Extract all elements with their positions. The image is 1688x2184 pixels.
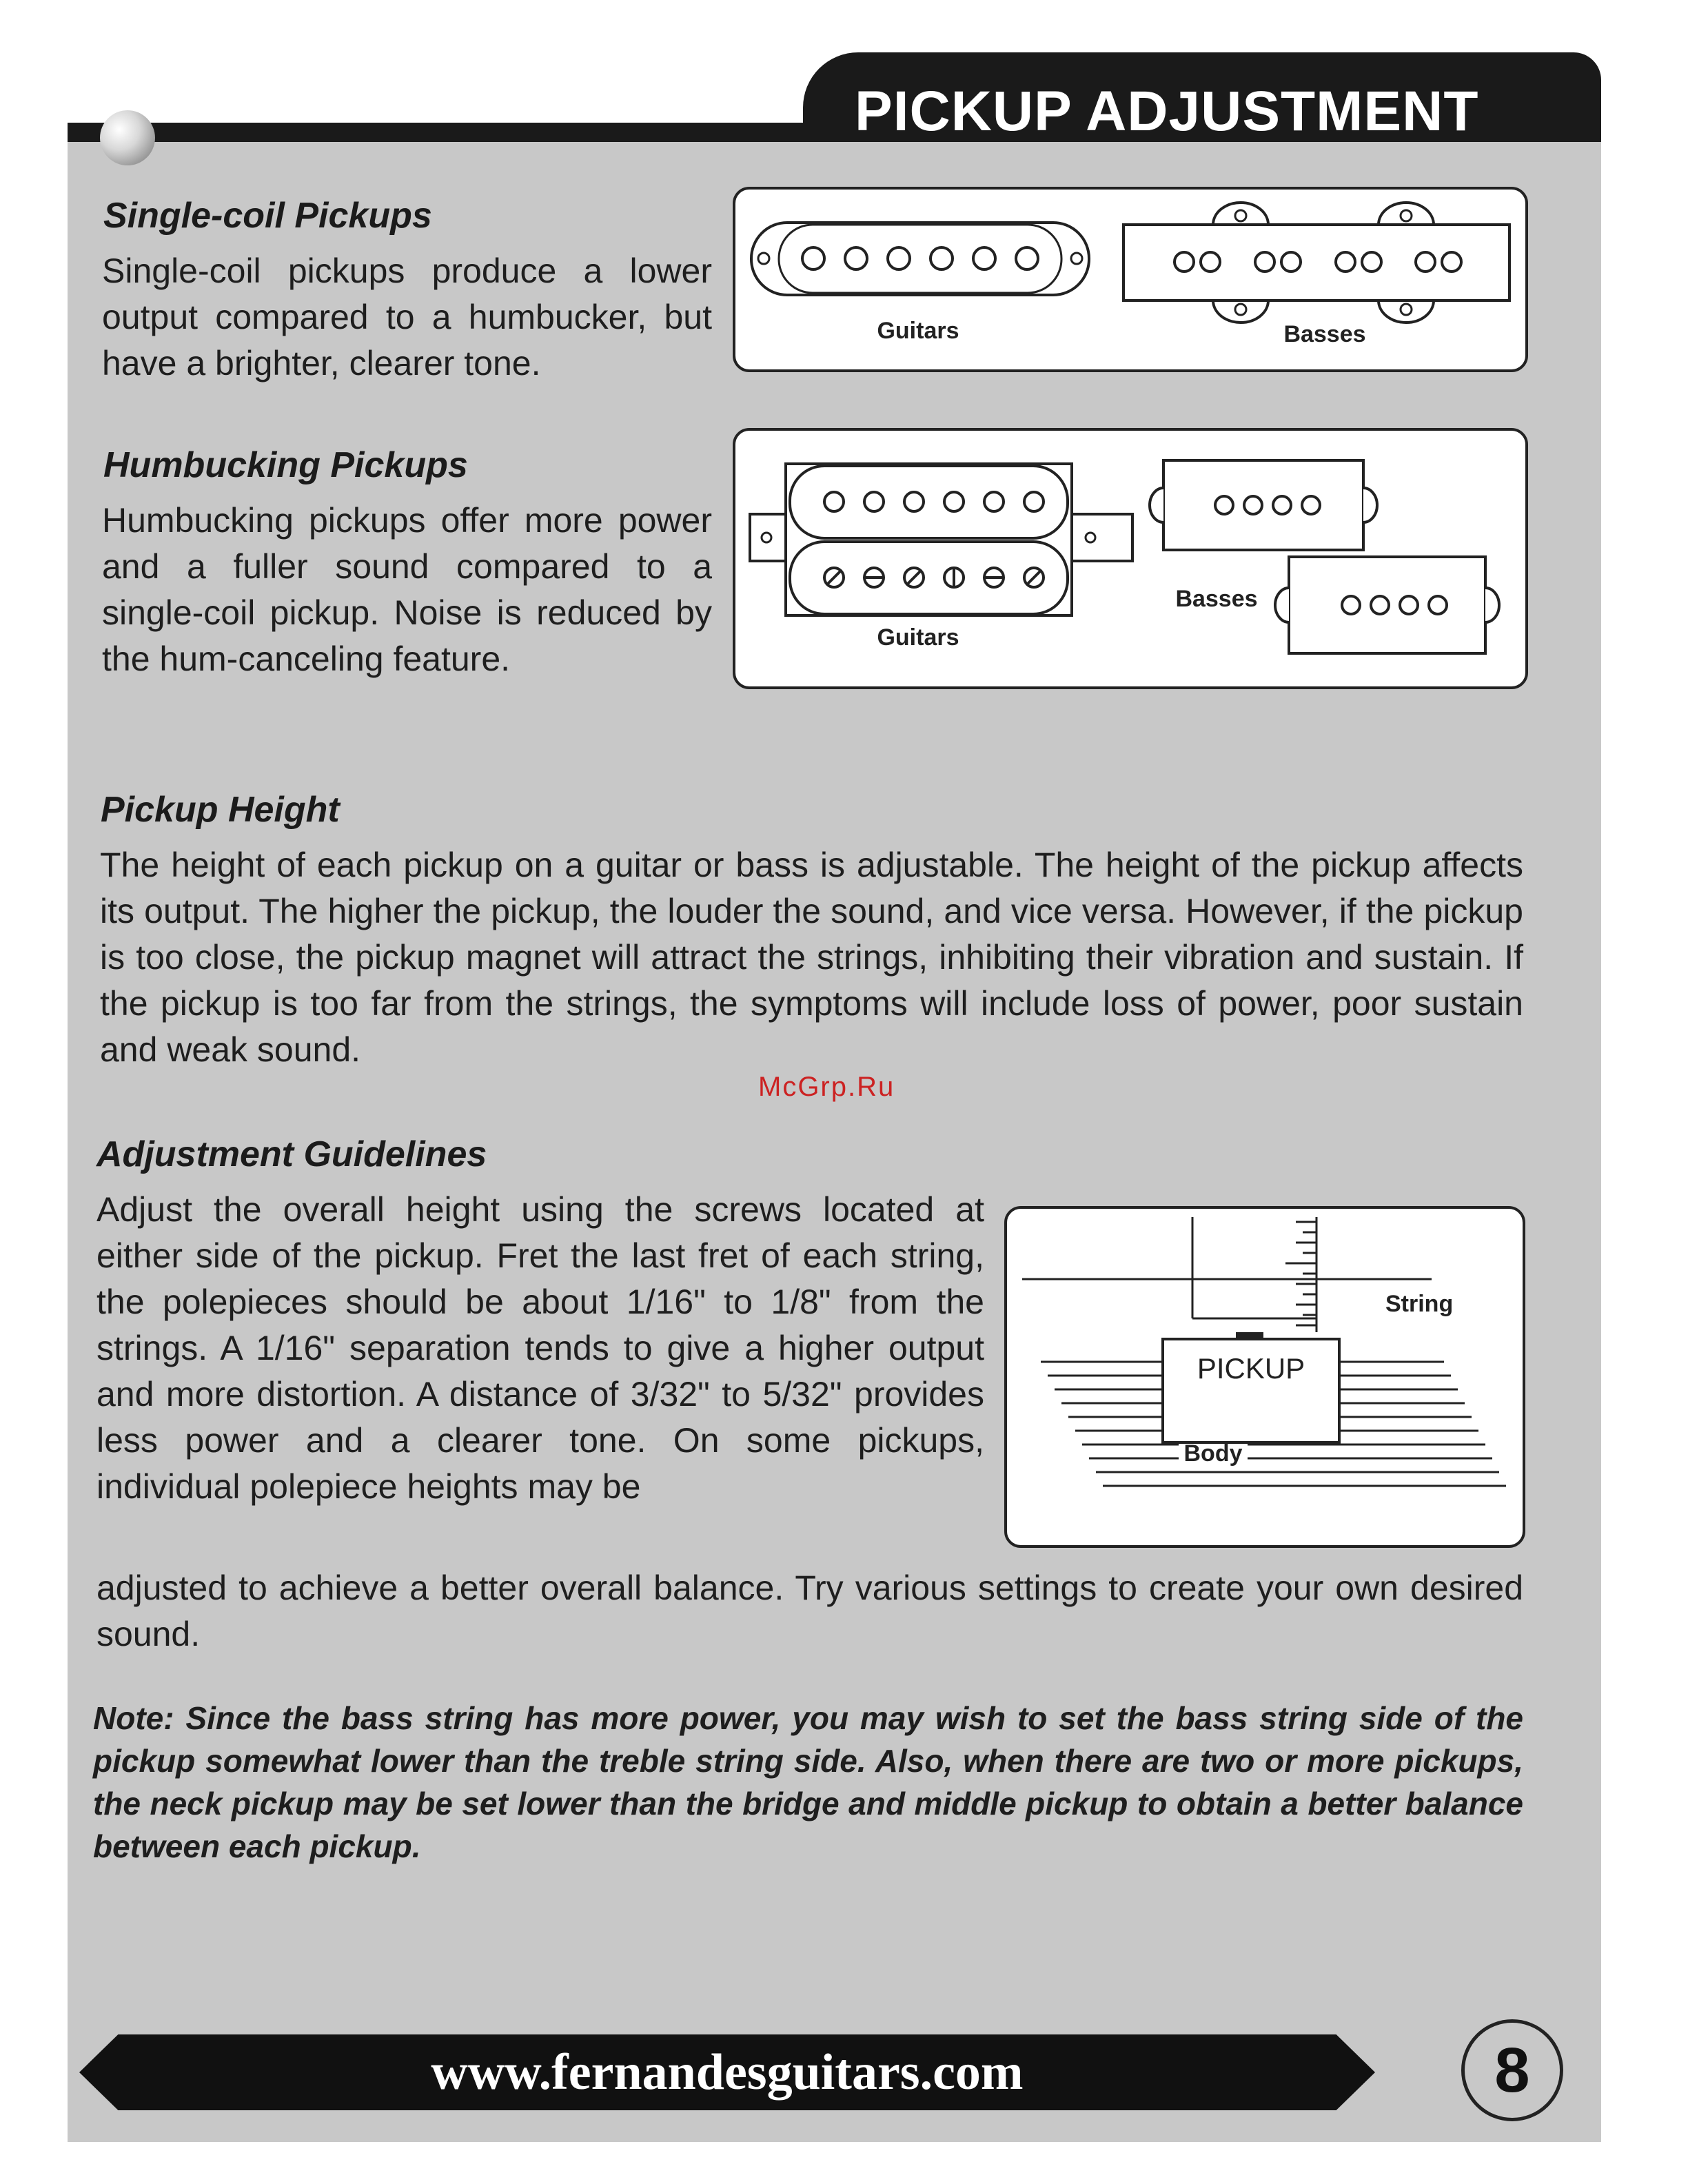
page-number: 8 (1494, 2035, 1530, 2105)
footer-website-link[interactable]: www.fernandesguitars.com (431, 2044, 1024, 2101)
pickup-label: PICKUP (1197, 1352, 1305, 1385)
adjustment-guidelines-text: Adjust the overall height using the screws located at either side of the pickup. Fret the last fret of each string, the polepieces should be about 1/16" to 1/8" from the strings. A 1/16" separation tends to give a higher output and more distortion. A distance of 3/32" to 5/32" provides less power and a clearer tone. On some pickups, individual polepiece heights may be (96, 1190, 984, 1506)
humbucking-heading: Humbucking Pickups (103, 445, 468, 485)
adjustment-guidelines-text-continued: adjusted to achieve a better overall balance. Try various settings to create your own desired sound. (96, 1569, 1523, 1653)
humbucking-diagram (731, 426, 1530, 691)
guitars-label: Guitars (877, 318, 959, 344)
basses-label: Basses (1283, 321, 1366, 347)
pickup-height-heading: Pickup Height (101, 790, 340, 830)
pickup-height-diagram (1003, 1205, 1527, 1549)
body-label: Body (1183, 1440, 1243, 1467)
guitar-single-coil-pickup-icon (751, 223, 1089, 295)
note-label: Note: (93, 1700, 174, 1736)
note-paragraph (93, 1697, 1523, 1868)
adjustment-guidelines-heading: Adjustment Guidelines (96, 1134, 487, 1174)
single-coil-heading: Single-coil Pickups (103, 196, 432, 236)
single-coil-text: Single-coil pickups produce a lower output compared to a humbucker, but have a brighter, clearer tone. (102, 252, 712, 382)
basses-label: Basses (1175, 586, 1258, 612)
single-coil-diagram (731, 185, 1530, 374)
binder-ring-icon (100, 110, 155, 165)
note-text: Since the bass string has more power, you may wish to set the bass string side of the pickup somewhat lower than the treble string side. Also, when there are two or more pickups, the neck pickup may be set lower than the bridge and middle pickup to obtain a better balance between each pickup. (93, 1700, 1524, 1864)
string-label: String (1385, 1291, 1454, 1317)
humbucking-text: Humbucking pickups offer more power and a fuller sound compared to a single-coil pickup. Noise is reduced by the hum-canceling feature. (102, 501, 712, 678)
pickup-height-text: The height of each pickup on a guitar or bass is adjustable. The height of the pickup affects its output. The higher the pickup, the louder the sound, and vice versa. However, if the pickup is too close, the pickup magnet will attract the strings, inhibiting their vibration and sustain. If the pickup is too far from the strings, the symptoms will include loss of power, poor sustain and weak sound. (100, 846, 1523, 1069)
guitars-label: Guitars (877, 624, 959, 651)
page-title: PICKUP ADJUSTMENT (855, 80, 1479, 143)
watermark: McGrp.Ru (758, 1072, 895, 1102)
